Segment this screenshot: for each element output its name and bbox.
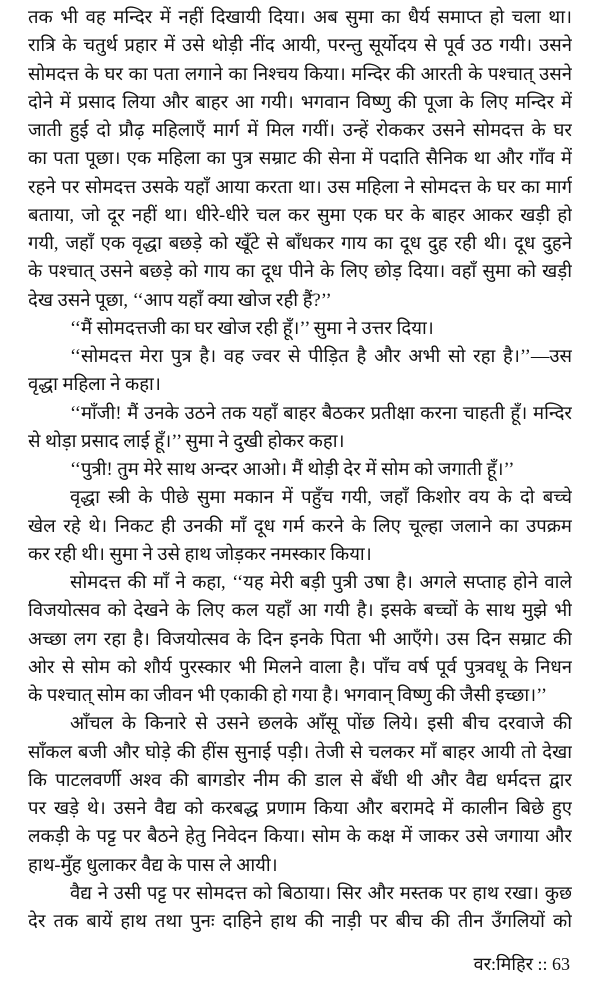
text-line: ‘‘माँजी! मैं उनके उठने तक यहाँ बाहर बैठकर प्रतीक्षा करना चाहती हूँ। मन्दिर: [70, 403, 572, 424]
text-line: आँचल के किनारे से उसने छलके आँसू पोंछ लिये। इसी बीच दरवाजे की: [70, 714, 572, 735]
body-text: [28, 4, 572, 936]
text-line: का पता पूछा। एक महिला का पुत्र सम्राट की सेना में पदाति सैनिक था और गाँव में: [28, 149, 572, 170]
paragraph: [28, 710, 572, 880]
text-line: ओर से सोम को शौर्य पुरस्कार भी मिलने वाला है। पाँच वर्ष पूर्व पुत्रवधू के निधन: [28, 657, 572, 678]
text-line: कि पाटलवर्णी अश्व की बागडोर नीम की डाल से बँधी थी और वैद्य धर्मदत्त द्वार: [28, 770, 572, 791]
paragraph: [28, 484, 572, 569]
text-line: वृद्धा महिला ने कहा।: [28, 375, 161, 396]
text-line: से थोड़ा प्रसाद लाई हूँ।’’ सुमा ने दुखी होकर कहा।: [28, 431, 345, 452]
text-line: दोने में प्रसाद लिया और बाहर आ गयी। भगवान विष्णु की पूजा के लिए मन्दिर में: [28, 92, 572, 113]
text-line: देख उसने पूछा, ‘‘आप यहाँ क्या खोज रही हैं?’’: [28, 290, 332, 311]
text-line: वैद्य ने उसी पट्ट पर सोमदत्त को बिठाया। सिर और मस्तक पर हाथ रखा। कुछ: [70, 883, 572, 904]
text-line: जाती हुई दो प्रौढ़ महिलाएँ मार्ग में मिल गयीं। उन्हें रोककर उसने सोमदत्त के घर: [28, 121, 572, 141]
paragraph: [28, 343, 572, 400]
paragraph: [28, 569, 572, 710]
text-line: अच्छा लग रहा है। विजयोत्सव के दिन इनके पिता भी आएँगे। उस दिन सम्राट की: [28, 629, 572, 650]
text-line: के पश्चात् सोम का जीवन भी एकाकी हो गया है। भगवान् विष्णु की जैसी इच्छा।’’: [28, 686, 548, 706]
paragraph: [28, 4, 572, 315]
text-line: हाथ-मुँह धुलाकर वैद्य के पास ले आयी।: [28, 855, 278, 876]
text-line: साँकल बजी और घोड़े की हींस सुनाई पड़ी। तेजी से चलकर माँ बाहर आयी तो देखा: [28, 742, 572, 763]
text-line: बताया, जो दूर नहीं था। धीरे-धीरे चल कर सुमा एक घर के बाहर आकर खड़ी हो: [28, 205, 572, 226]
paragraph: [28, 315, 572, 343]
text-line: सोमदत्त की माँ ने कहा, ‘‘यह मेरी बड़ी पुत्री उषा है। अगले सप्ताह होने वाले: [70, 573, 572, 593]
paragraph: [28, 456, 572, 484]
text-line: रहने पर सोमदत्त उसके यहाँ आया करता था। उस महिला ने सोमदत्त के घर का मार्ग: [28, 177, 572, 198]
paragraph: [28, 880, 572, 937]
page-footer: [474, 952, 570, 976]
text-line: देर तक बायें हाथ तथा पुनः दाहिने हाथ की नाड़ी पर बीच की तीन उँगलियों को: [28, 912, 572, 932]
text-line: ‘‘सोमदत्त मेरा पुत्र है। वह ज्वर से पीड़ित है और अभी सो रहा है।’’—उस: [70, 347, 572, 367]
text-line: वृद्धा स्त्री के पीछे सुमा मकान में पहुँच गयी, जहाँ किशोर वय के दो बच्चे: [70, 488, 572, 509]
text-line: गयी, जहाँ एक वृद्धा बछड़े को खूँटे से बाँधकर गाय का दूध दुह रही थी। दूध दुहने: [28, 234, 572, 254]
text-line: ‘‘पुत्री! तुम मेरे साथ अन्दर आओ। मैं थोड़ी देर में सोम को जगाती हूँ।’’: [70, 460, 515, 480]
text-line: विजयोत्सव को देखने के लिए कल यहाँ आ गयी है। इसके बच्चों के साथ मुझे भी: [28, 601, 572, 622]
text-line: पर खड़े थे। उसने वैद्य को करबद्ध प्रणाम किया और बरामदे में कालीन बिछे हुए: [28, 799, 572, 819]
running-title: वर:मिहिर ::: [473, 954, 548, 974]
text-line: लकड़ी के पट्ट पर बैठने हेतु निवेदन किया। सोम के कक्ष में जाकर उसे जगाया और: [28, 827, 572, 848]
text-line: खेल रहे थे। निकट ही उनकी माँ दूध गर्म करने के लिए चूल्हा जलाने का उपक्रम: [28, 516, 572, 537]
paragraph: [28, 400, 572, 457]
text-line: तक भी वह मन्दिर में नहीं दिखायी दिया। अब सुमा का धैर्य समाप्त हो चला था।: [28, 8, 572, 28]
text-line: रात्रि के चतुर्थ प्रहार में उसे थोड़ी नींद आयी, परन्तु सूर्योदय से पूर्व उठ गयी। उसने: [28, 36, 572, 57]
text-line: सोमदत्त के घर का पता लगाने का निश्चय किया। मन्दिर की आरती के पश्चात् उसने: [28, 64, 572, 85]
text-line: के पश्चात् उसने बछड़े को गाय का दूध पीने के लिए छोड़ दिया। वहाँ सुमा को खड़ी: [28, 262, 572, 283]
text-line: ‘‘मैं सोमदत्तजी का घर खोज रही हूँ।’’ सुमा ने उत्तर दिया।: [70, 318, 434, 339]
page-number: 63: [552, 954, 570, 974]
text-line: कर रही थी। सुमा ने उसे हाथ जोड़कर नमस्कार किया।: [28, 544, 372, 565]
